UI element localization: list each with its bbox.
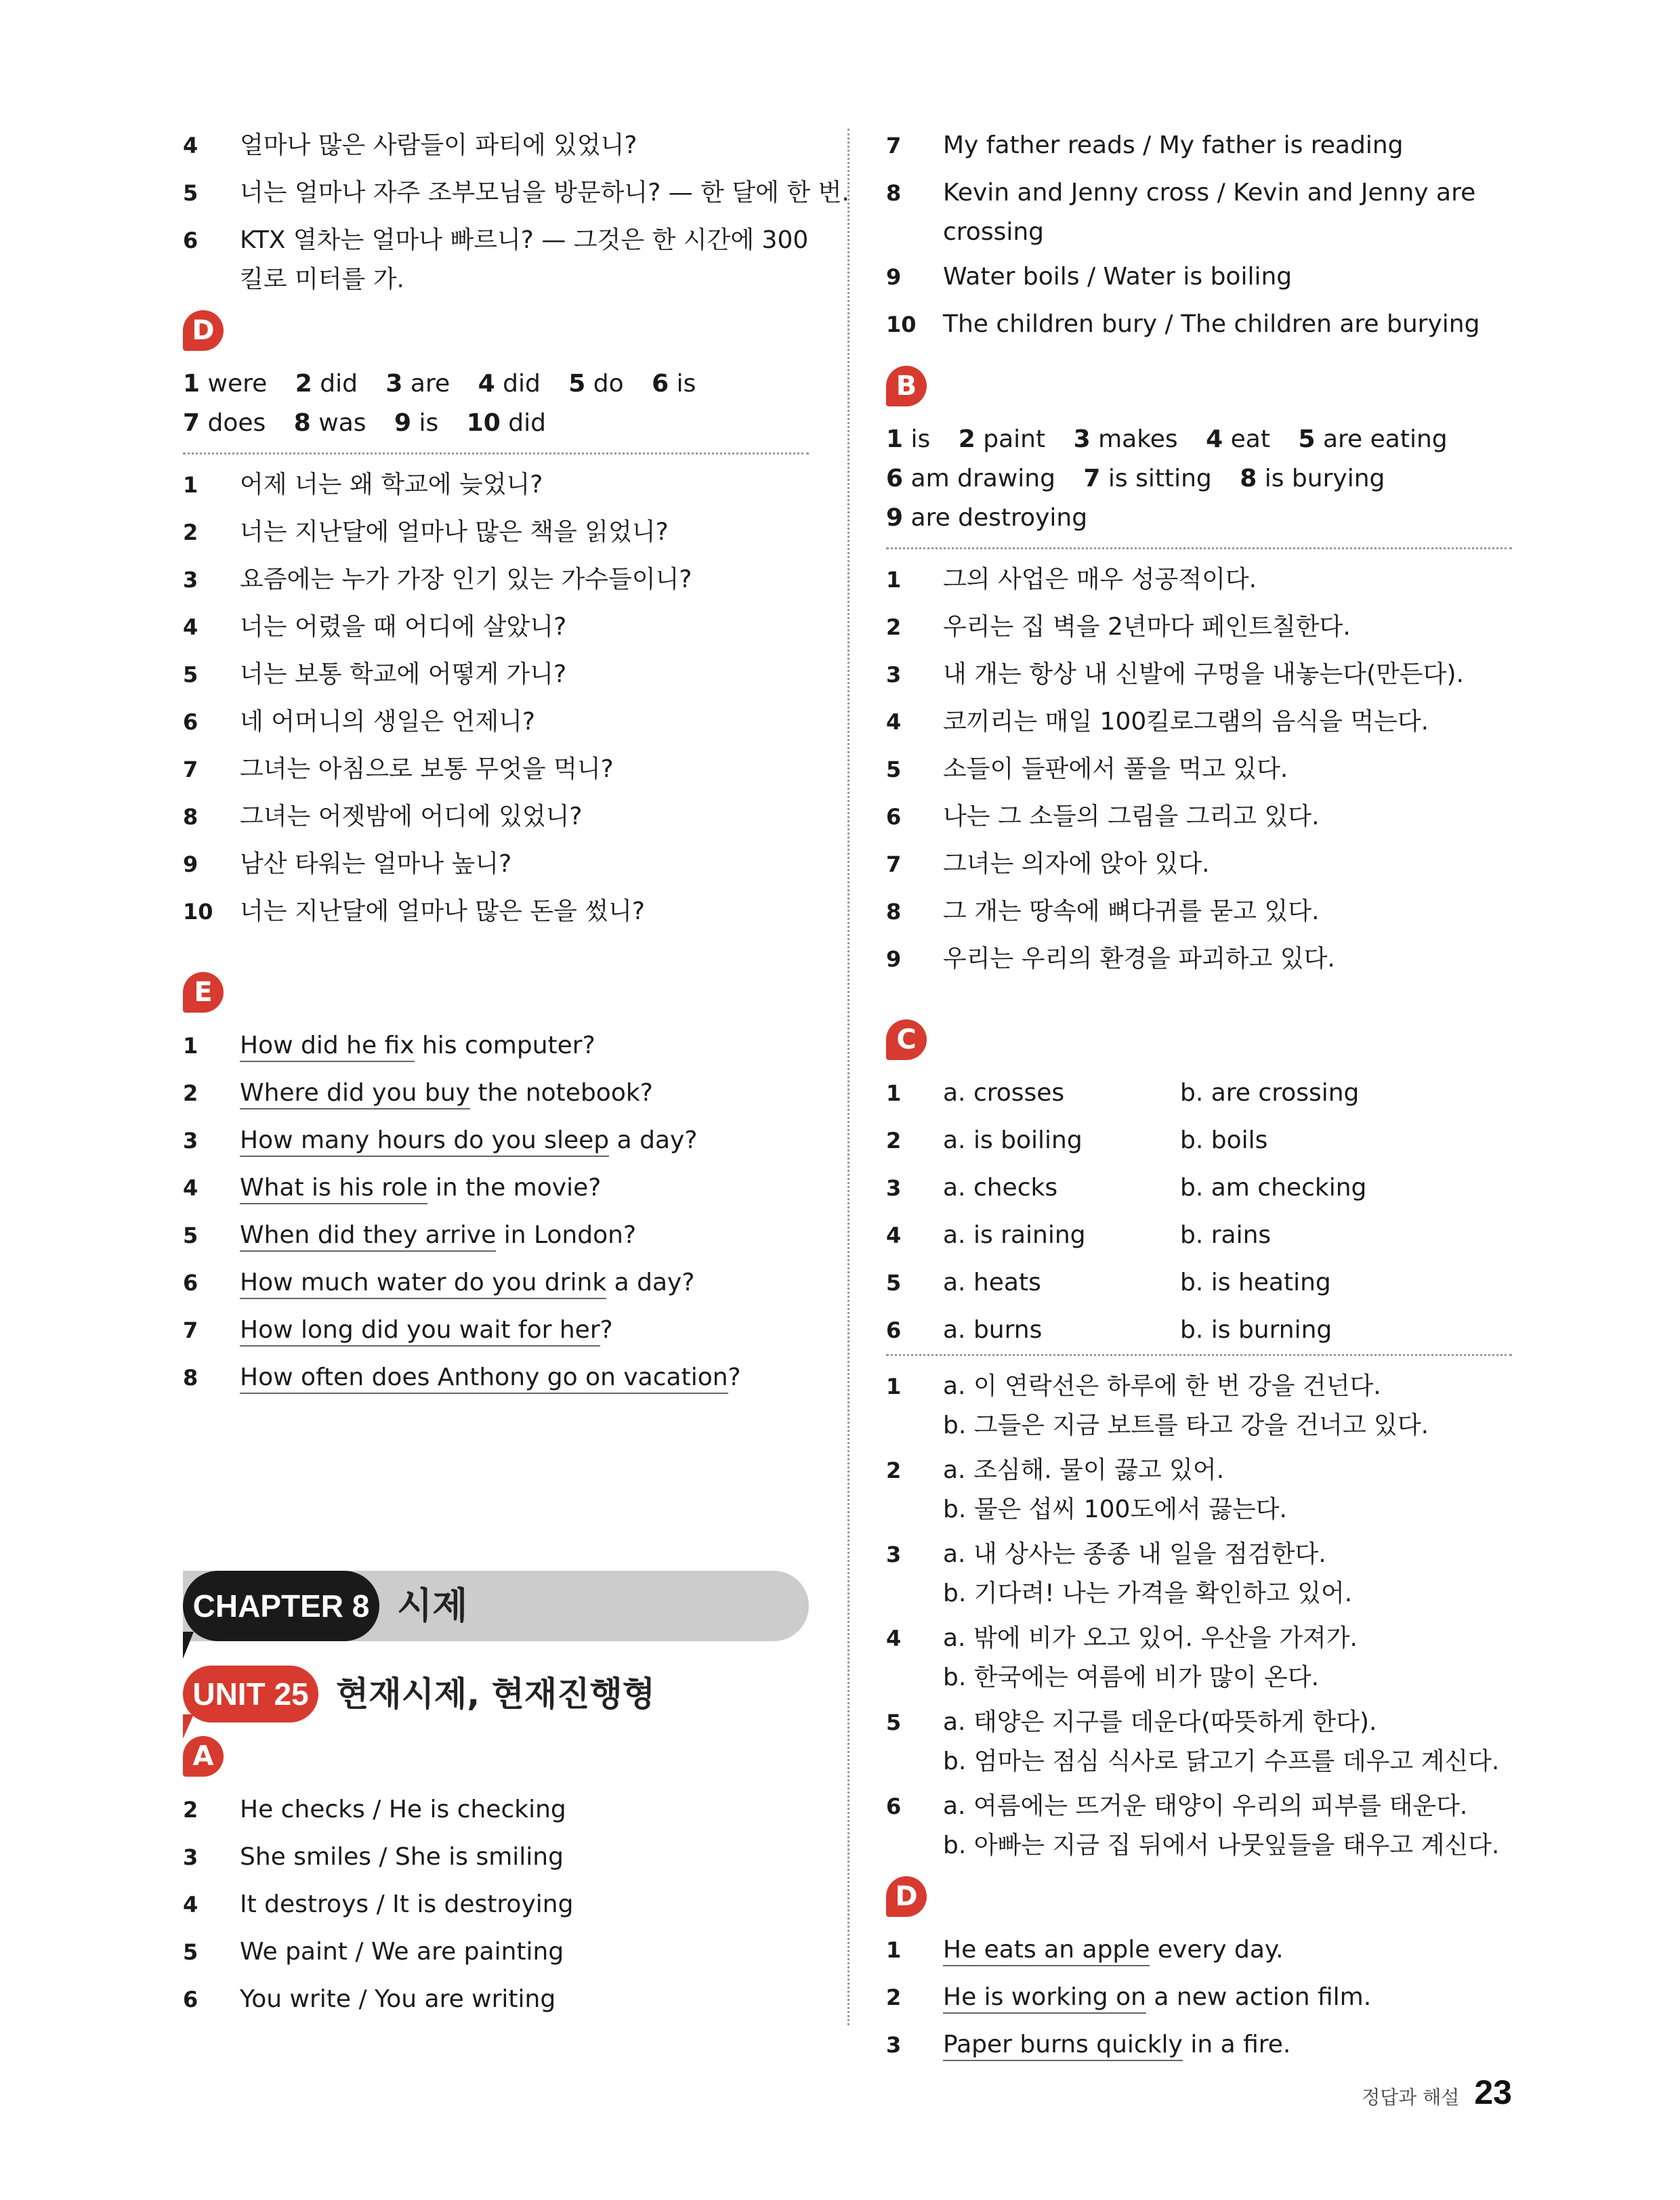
list-item: 1 He eats an apple every day. — [886, 1926, 1512, 1974]
section-badge-a: A — [183, 1736, 224, 1777]
list-item: 5 We paint / We are painting — [183, 1938, 564, 1966]
list-item: 3 How many hours do you sleep a day? — [183, 1117, 809, 1164]
chapter-header — [183, 1571, 809, 1641]
list-item: 3 요즘에는 누가 가장 인기 있는 가수들이니? — [183, 566, 692, 593]
section-badge-e: E — [183, 972, 224, 1013]
list-item: 4 얼마나 많은 사람들이 파티에 있었니? — [183, 131, 637, 159]
list-item: 5 a. heats b. is heating — [886, 1269, 1331, 1296]
list-item: 9 남산 타워는 얼마나 높니? — [183, 850, 512, 878]
page-footer — [1362, 2073, 1512, 2112]
section-badge-d-right: D — [886, 1876, 927, 1917]
answer-key-d: 1 were 2 did 3 are 4 did 5 do 6 is 7 does 8 was 9 is 10 did — [183, 360, 809, 454]
left-column — [183, 122, 849, 2023]
list-item: 7 그녀는 의자에 앉아 있다. — [886, 850, 1210, 878]
list-item: 6 a. 여름에는 뜨거운 태양이 우리의 피부를 태운다. b. 아빠는 지금 집 뒤에서 나뭇잎들을 태우고 계신다. — [886, 1792, 1500, 1859]
list-item: 6 How much water do you drink a day? — [183, 1259, 809, 1307]
list-item: 2 a. is boiling b. boils — [886, 1126, 1268, 1154]
list-item: 2 Where did you buy the notebook? — [183, 1070, 809, 1117]
list-item: 6 KTX 열차는 얼마나 빠르니? — 그것은 한 시간에 300킬로 미터를 가. — [183, 226, 809, 293]
list-item: 8 How often does Anthony go on vacation? — [183, 1354, 809, 1401]
list-item: 5 너는 얼마나 자주 조부모님을 방문하니? — 한 달에 한 번. — [183, 179, 849, 207]
list-item: 2 우리는 집 벽을 2년마다 페인트칠한다. — [886, 613, 1351, 641]
page-number: 23 — [1474, 2073, 1512, 2111]
list-item: 2 a. 조심해. 물이 끓고 있어. b. 물은 섭씨 100도에서 끓는다. — [886, 1456, 1287, 1523]
unit-title: 현재시제, 현재진행형 — [336, 1674, 656, 1714]
list-item: 9 우리는 우리의 환경을 파괴하고 있다. — [886, 945, 1335, 973]
list-item: 4 a. is raining b. rains — [886, 1221, 1272, 1249]
list-item: 1 How did he fix his computer? — [183, 1022, 809, 1070]
list-item: 3 Paper burns quickly in a fire. — [886, 2021, 1512, 2069]
list-item: 3 a. 내 상사는 종종 내 일을 점검한다. b. 기다려! 나는 가격을 확인하고 있어. — [886, 1540, 1353, 1607]
list-item: 8 Kevin and Jenny cross / Kevin and Jenny are crossing — [886, 179, 1476, 246]
right-column — [886, 122, 1512, 2069]
list-item: 1 그의 사업은 매우 성공적이다. — [886, 566, 1257, 593]
list-item: 1 a. 이 연락선은 하루에 한 번 강을 건넌다. b. 그들은 지금 보트를 타고 강을 건너고 있다. — [886, 1372, 1429, 1439]
unit-label: UNIT 25 — [183, 1666, 318, 1722]
list-item: 4 What is his role in the movie? — [183, 1164, 809, 1212]
list-item: 5 a. 태양은 지구를 데운다(따뜻하게 한다). b. 엄마는 점심 식사로 닭고기 수프를 데우고 계신다. — [886, 1708, 1500, 1775]
list-item: 4 It destroys / It is destroying — [183, 1890, 574, 1918]
unit-header — [183, 1666, 809, 1736]
list-item: 9 Water boils / Water is boiling — [886, 263, 1293, 291]
column-divider — [847, 129, 849, 2025]
list-item: 2 너는 지난달에 얼마나 많은 책을 읽었니? — [183, 518, 669, 546]
list-item: 6 네 어머니의 생일은 언제니? — [183, 708, 535, 736]
list-item: 5 소들이 들판에서 풀을 먹고 있다. — [886, 755, 1288, 783]
list-item: 10 The children bury / The children are burying — [886, 310, 1480, 338]
list-item: 8 그녀는 어젯밤에 어디에 있었니? — [183, 803, 583, 830]
list-item: 7 그녀는 아침으로 보통 무엇을 먹니? — [183, 755, 614, 783]
list-item: 2 He checks / He is checking — [183, 1796, 566, 1823]
footer-label: 정답과 해설 — [1362, 2086, 1460, 2109]
list-item: 5 When did they arrive in London? — [183, 1212, 809, 1259]
section-badge-d: D — [183, 310, 224, 351]
list-item: 7 My father reads / My father is reading — [886, 131, 1404, 159]
list-item: 3 a. checks b. am checking — [886, 1174, 1367, 1202]
list-item: 1 a. crosses b. are crossing — [886, 1079, 1360, 1107]
list-item: 4 코끼리는 매일 100킬로그램의 음식을 먹는다. — [886, 708, 1429, 736]
section-badge-b: B — [886, 366, 927, 406]
list-item: 7 How long did you wait for her? — [183, 1307, 809, 1354]
answer-key-b: 1 is 2 paint 3 makes 4 eat 5 are eating 6 am drawing 7 is sitting 8 is burying 9 are destroying — [886, 416, 1512, 549]
list-item: 6 You write / You are writing — [183, 1985, 556, 2013]
list-item: 4 너는 어렸을 때 어디에 살았니? — [183, 613, 567, 641]
list-item: 8 그 개는 땅속에 뼈다귀를 묻고 있다. — [886, 897, 1320, 925]
list-item: 3 내 개는 항상 내 신발에 구멍을 내놓는다(만든다). — [886, 660, 1464, 688]
chapter-title: 시제 — [397, 1584, 468, 1627]
list-item: 2 He is working on a new action film. — [886, 1974, 1512, 2021]
list-item: 3 She smiles / She is smiling — [183, 1843, 564, 1871]
list-item: 5 너는 보통 학교에 어떻게 가니? — [183, 660, 567, 688]
section-badge-c: C — [886, 1019, 927, 1060]
list-item: 4 a. 밖에 비가 오고 있어. 우산을 가져가. b. 한국에는 여름에 비가 많이 온다. — [886, 1624, 1358, 1691]
list-item: 10 너는 지난달에 얼마나 많은 돈을 썼니? — [183, 897, 645, 925]
chapter-label: CHAPTER 8 — [183, 1571, 379, 1641]
list-item: 1 어제 너는 왜 학교에 늦었니? — [183, 471, 543, 499]
list-item: 6 a. burns b. is burning — [886, 1307, 1512, 1356]
list-item: 6 나는 그 소들의 그림을 그리고 있다. — [886, 803, 1320, 830]
